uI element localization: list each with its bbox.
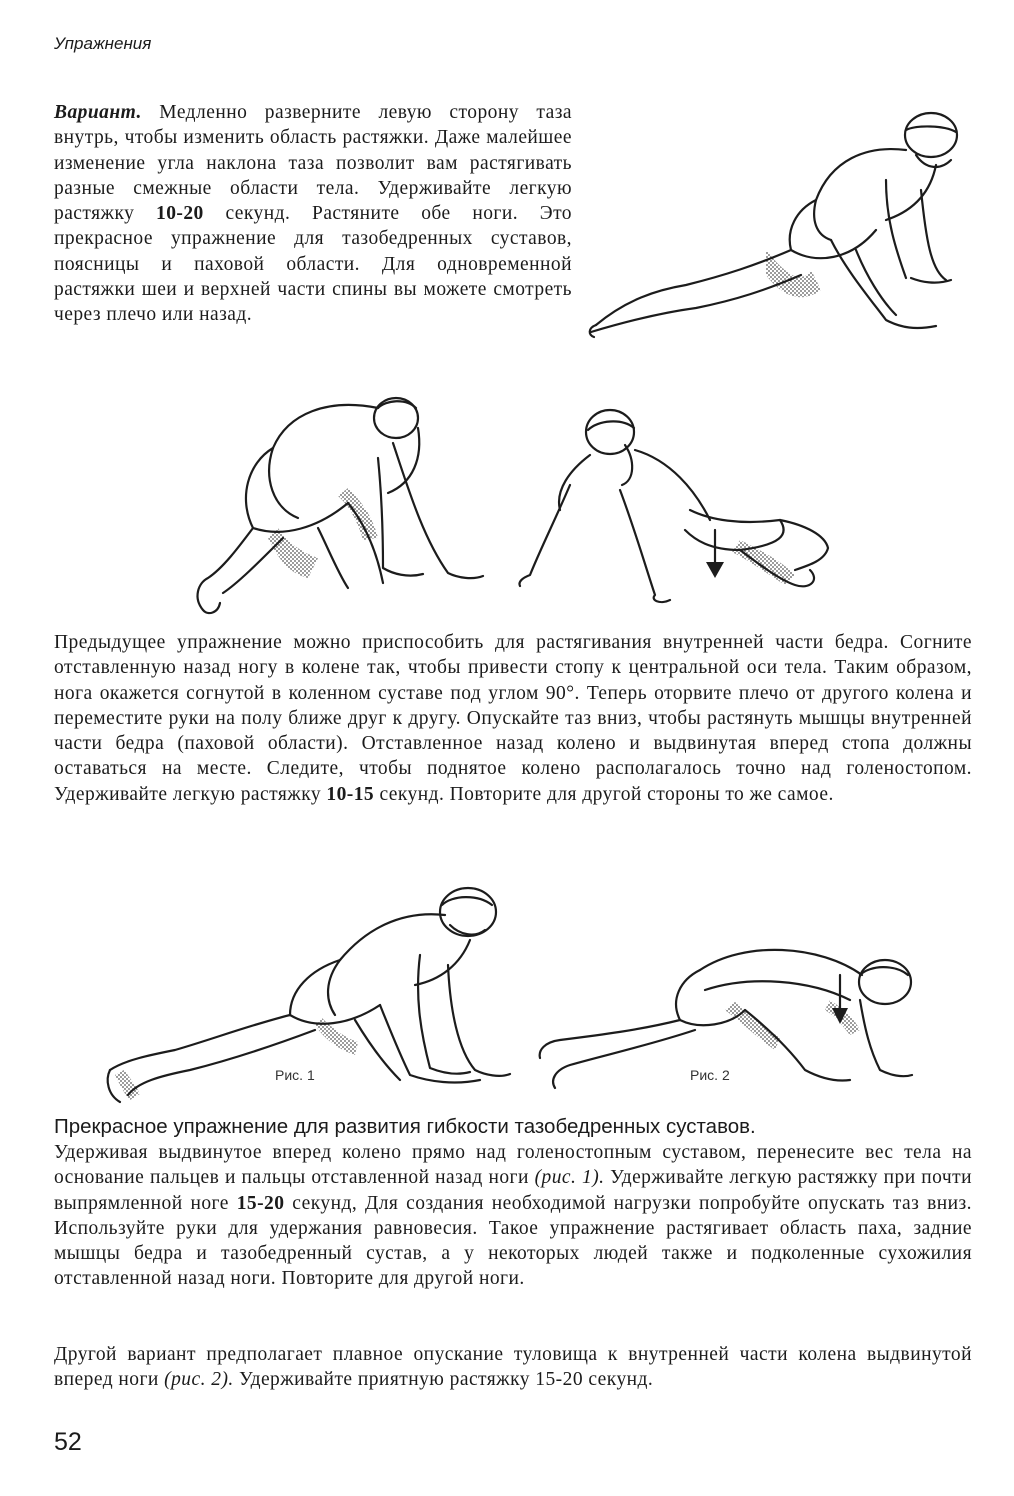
other-text-2: Удерживайте приятную растяжку 15-20 секунд. xyxy=(233,1369,654,1391)
hip-paragraph xyxy=(54,1114,972,1292)
other-variant-paragraph xyxy=(54,1342,972,1393)
illustration-inner-thigh-front xyxy=(510,400,840,620)
inner-thigh-text-after: секунд. Повторите для другой стороны то же самое. xyxy=(374,783,834,805)
variant-text-after: секунд. Растяните обе ноги. Это прекрасное упражнение для тазобедренных суставов, поясницы и паховой области. Для одновременной растяжки шеи и верхней части спины вы можете смотреть через плечо или назад. xyxy=(54,203,573,326)
hip-text-2: Удерживайте легкую растяжку при почти выпрямленной ноге xyxy=(54,1167,972,1214)
figure-2-caption: Рис. 2 xyxy=(690,1067,730,1083)
variant-lead: Вариант. xyxy=(54,102,142,123)
other-ref-2: (рис. 2). xyxy=(164,1369,234,1391)
inner-thigh-duration: 10-15 xyxy=(326,783,375,805)
figure-2-lowered-torso xyxy=(530,930,920,1110)
hip-heading: Прекрасное упражнение для развития гибкости тазобедренных суставов. xyxy=(54,1115,756,1138)
hip-text-1: Удерживая выдвинутое вперед колено прямо над голеностопным суставом, перенесите вес тела на основание пальцев и пальцы отставленной назад ноги xyxy=(54,1142,972,1189)
variant-paragraph xyxy=(54,100,572,328)
hip-ref-1: (рис. 1). xyxy=(534,1167,605,1189)
other-text-1: Другой вариант предполагает плавное опускание туловища к внутренней части колена выдвинутой вперед ноги xyxy=(54,1344,972,1391)
variant-duration: 10-20 xyxy=(156,203,204,225)
hip-text-3: секунд, Для создания необходимой нагрузки попробуйте опускать таз вниз. Используйте руки для удержания равновесия. Такое упражнение растягивает область паха, задние мышцы бедра и тазобедренный сустав, а у некоторых людей также и подколенные сухожилия отставленной назад ноги. Повторите для другой ноги. xyxy=(54,1192,972,1290)
illustration-inner-thigh-back xyxy=(178,388,498,628)
hip-duration: 15-20 xyxy=(236,1192,285,1214)
inner-thigh-paragraph xyxy=(54,630,972,807)
section-title: Упражнения xyxy=(54,34,152,53)
page-number: 52 xyxy=(54,1428,82,1456)
figure-1-caption: Рис. 1 xyxy=(275,1067,315,1083)
inner-thigh-text: Предыдущее упражнение можно приспособить для растягивания внутренней части бедра. Согните отставленную назад ногу в колене так, чтобы привести стопу к центральной оси тела. Таким образом, нога окажется согнутой в коленном суставе под углом 90°. Теперь оторвите плечо от другого колена и переместите руки на полу ближе друг к другу. Опускайте таз вниз, чтобы растянуть мышцы внутренней части бедра (паховой области). Отставленное назад колено и выдвинутая вперед стопа должны оставаться на месте. Следите, чтобы поднятое колено располагалось точно над голеностопом. Удерживайте легкую растяжку xyxy=(54,632,972,805)
variant-text: Медленно разверните левую сторону таза внутрь, чтобы изменить область растяжки. Даже малейшее изменение угла наклона таза позволит вам растягивать разные смежные области тела. Удерживайте легкую растяжку xyxy=(54,102,572,225)
illustration-lunge-side xyxy=(586,100,986,340)
figure-1-lunge xyxy=(100,880,520,1110)
